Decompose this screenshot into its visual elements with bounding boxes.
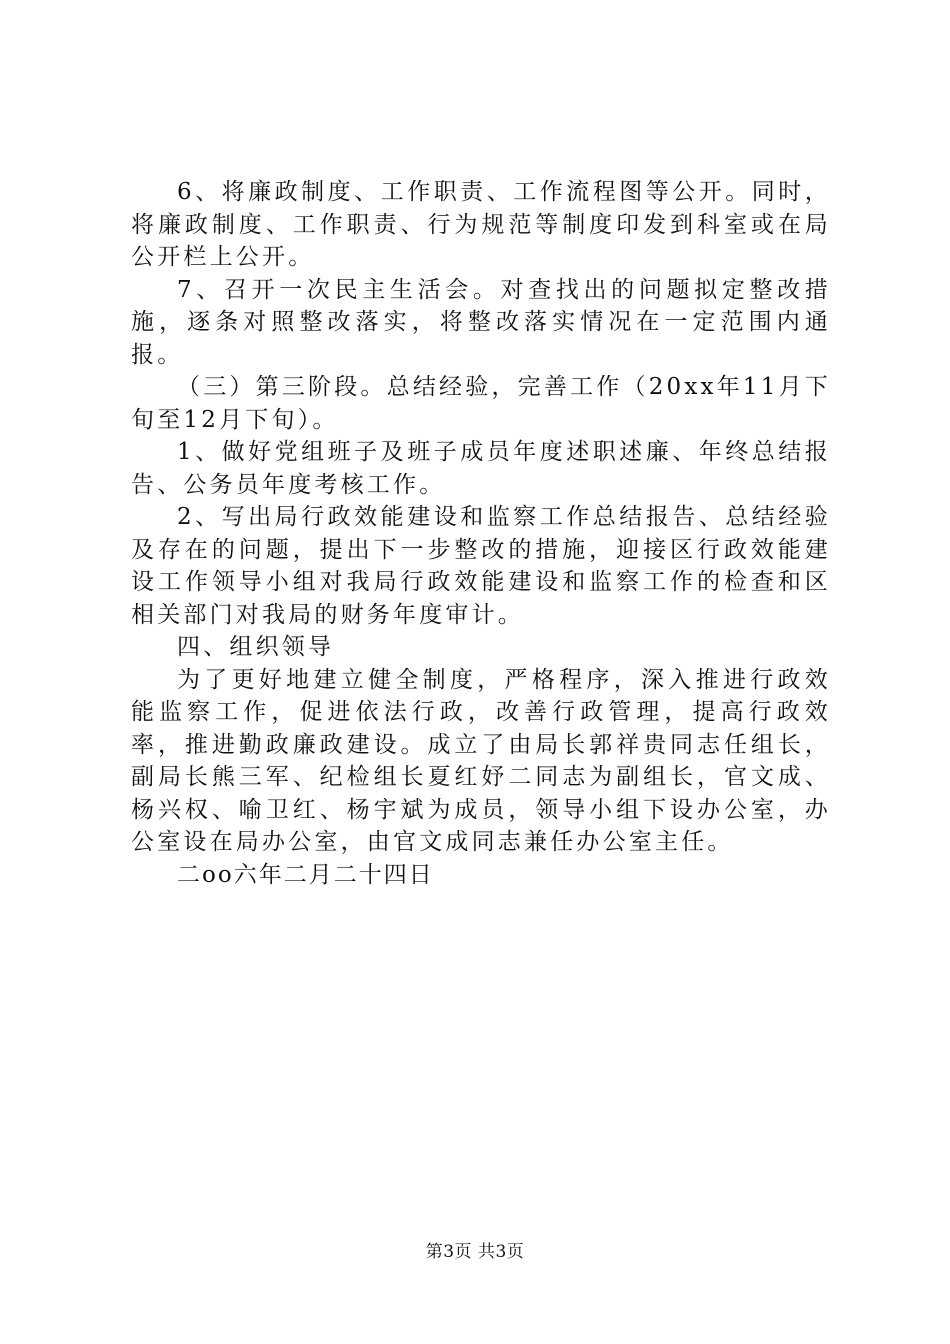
document-date: 二oo六年二月二十四日: [177, 861, 434, 888]
section-heading-organization: 四、组织领导: [177, 634, 335, 660]
paragraph-phase-three: （三）第三阶段。总结经验，完善工作（20xx年11月下旬至12月下旬）。: [131, 374, 831, 433]
paragraph-phase-three-item-2: 2、写出局行政效能建设和监察工作总结报告、总结经验及存在的问题，提出下一步整改的措施，迎接区行政效能建设工作领导小组对我局行政效能建设和监察工作的检查和区相关部门对我局的财务年度审计。: [131, 504, 831, 628]
page-footer: 第3页 共3页: [425, 1242, 525, 1262]
paragraph-item-7: 7、召开一次民主生活会。对查找出的问题拟定整改措施，逐条对照整改落实，将整改落实情况在一定范围内通报。: [131, 276, 831, 368]
paragraph-organization: 为了更好地建立健全制度，严格程序，深入推进行政效能监察工作，促进依法行政，改善行政管理，提高行政效率，推进勤政廉政建设。成立了由局长郭祥贵同志任组长，副局长熊三军、纪检组长夏红妤二同志为副组长，官文成、杨兴权、喻卫红、杨宇斌为成员，领导小组下设办公室，办公室设在局办公室，由官文成同志兼任办公室主任。: [131, 666, 831, 855]
document-body: [131, 176, 831, 891]
paragraph-phase-three-item-1: 1、做好党组班子及班子成员年度述职述廉、年终总结报告、公务员年度考核工作。: [131, 439, 831, 498]
paragraph-item-6: 6、将廉政制度、工作职责、工作流程图等公开。同时，将廉政制度、工作职责、行为规范等制度印发到科室或在局公开栏上公开。: [131, 179, 831, 270]
